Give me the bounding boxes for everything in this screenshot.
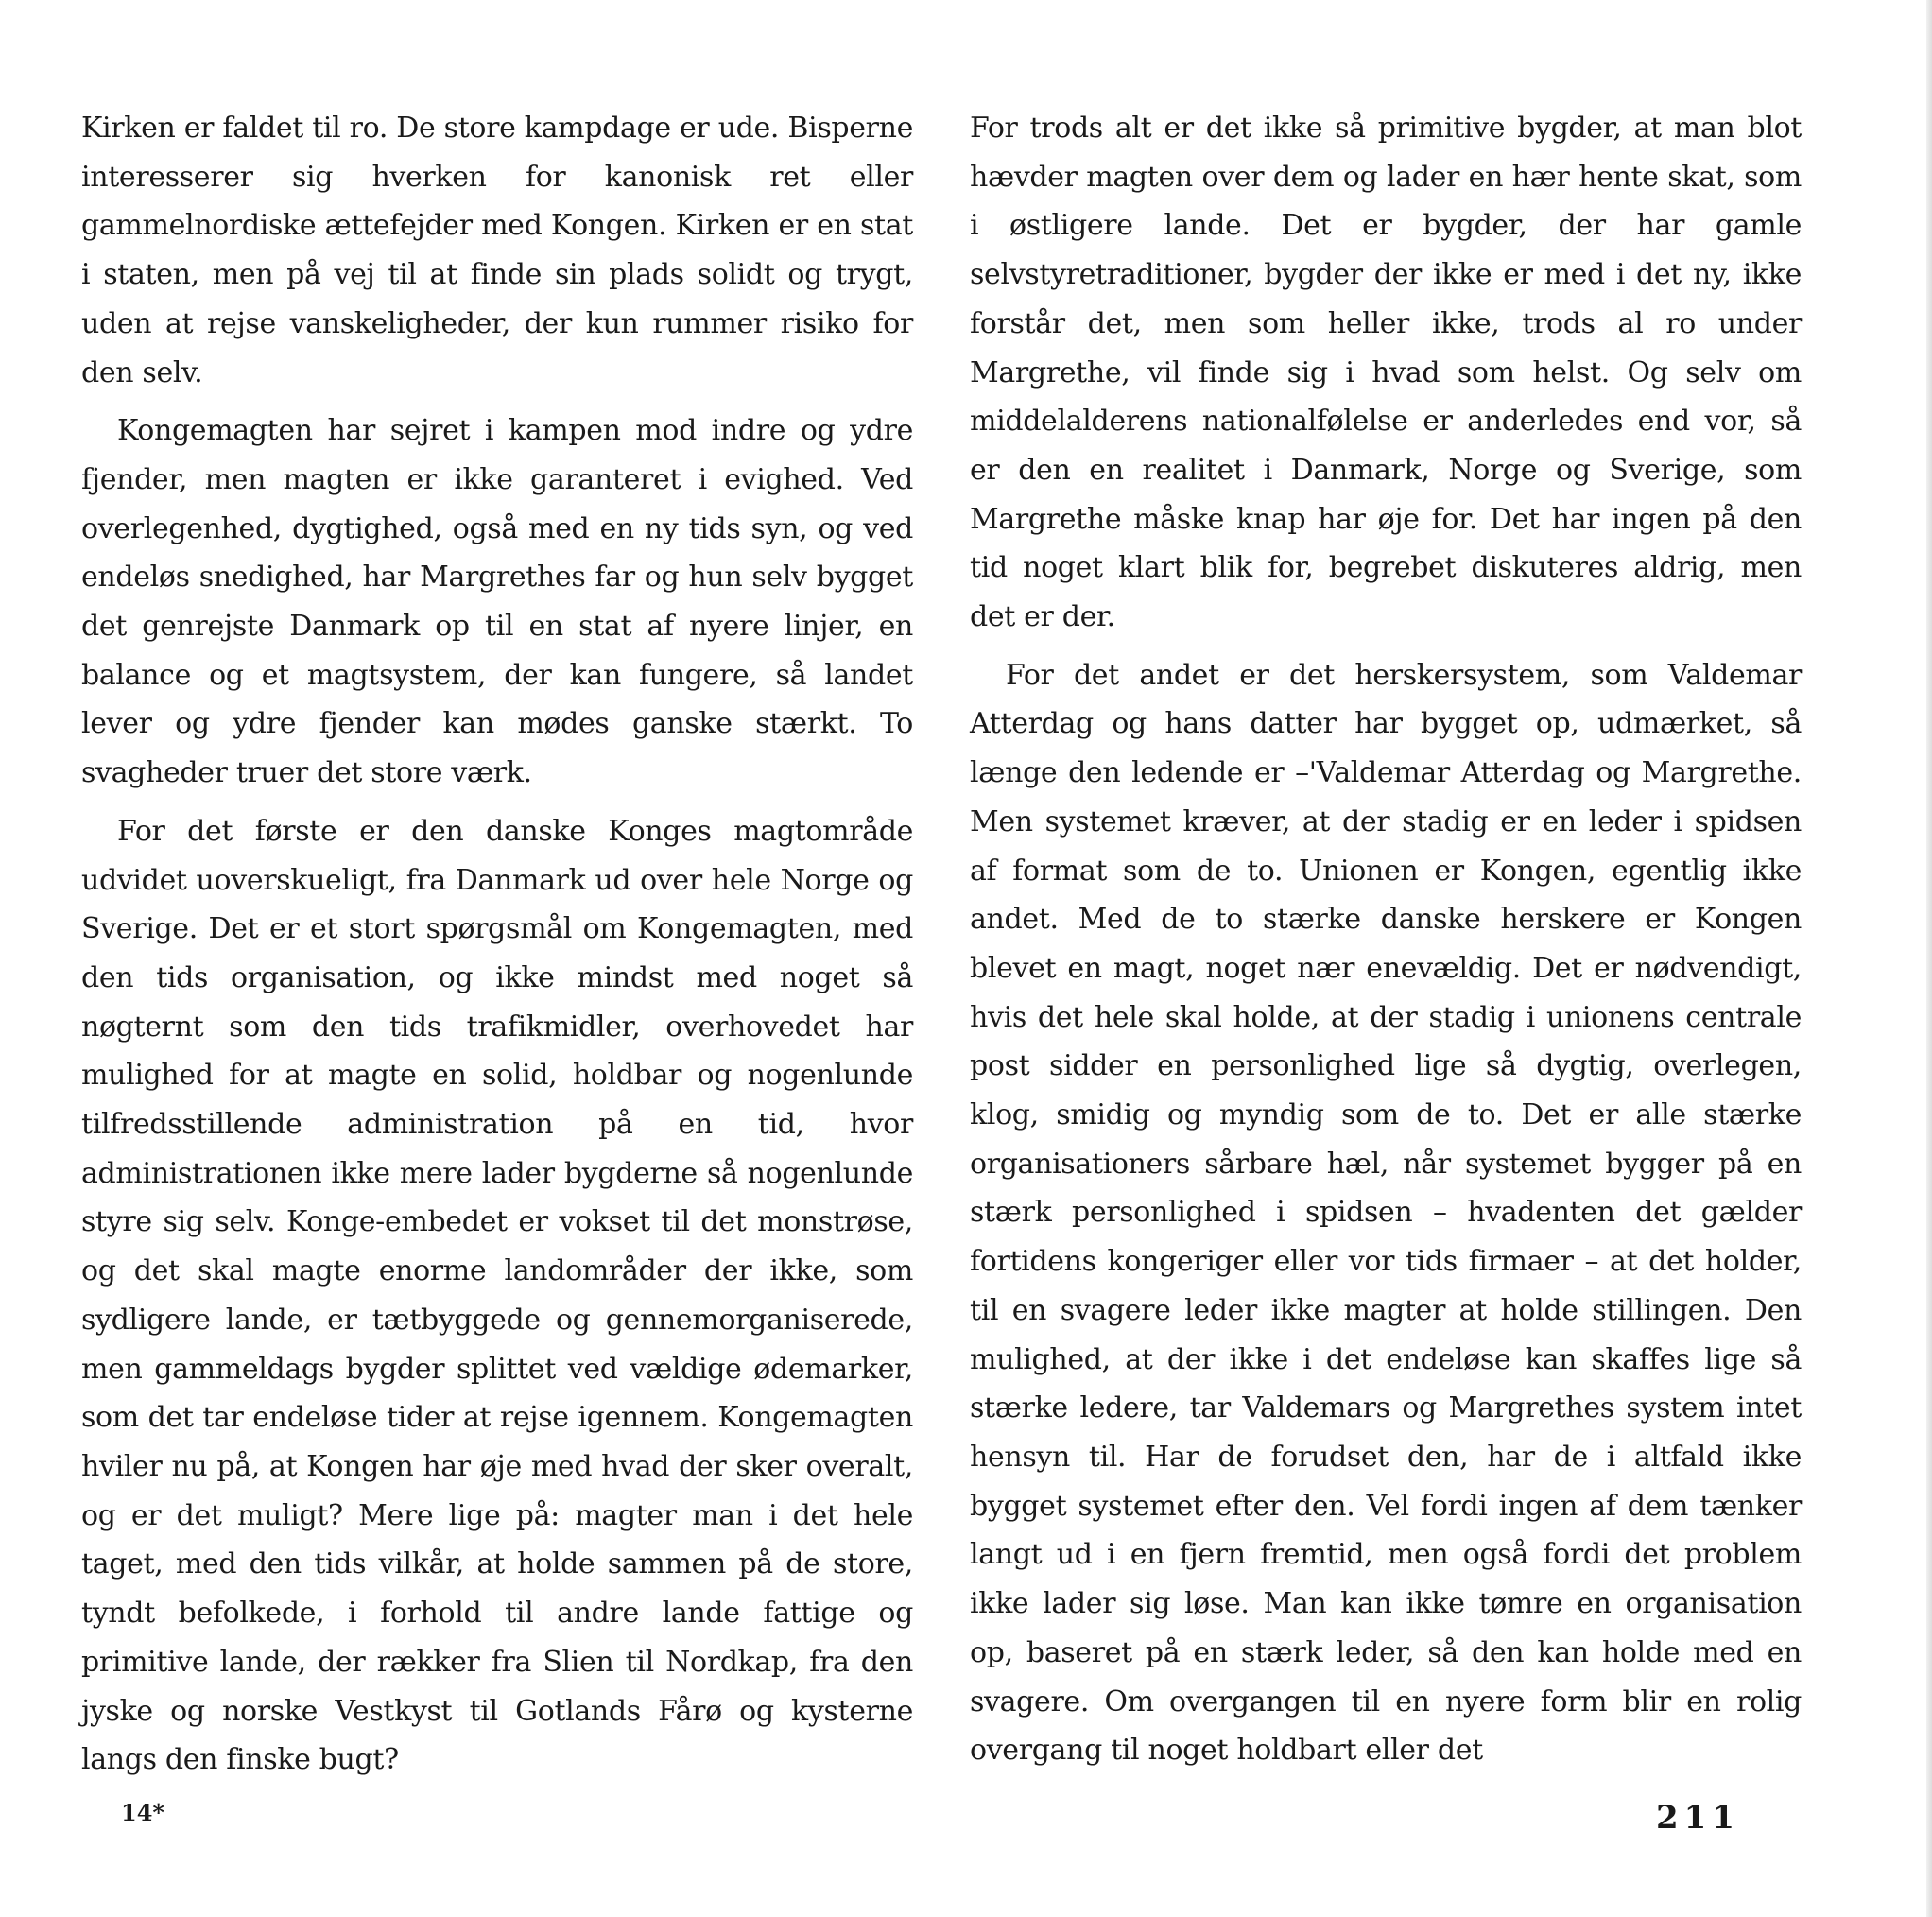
paragraph: For det første er den danske Konges magtområde udvidet uoverskueligt, fra Danmark ud over hele Norge og Sverige. Det er et stort spørgsmål om Kongemagten, med den tids organisation, og ikke mindst med noget så nøgternt som den tids trafikmidler, overhovedet har mulighed for at magte en solid, holdbar og nogenlunde tilfredsstillende administration på en tid, hvor administrationen ikke mere lader bygderne så nogenlunde styre sig selv. Konge-embedet er vokset til det monstrøse, og det skal magte enorme landområder der ikke, som sydligere lande, er tætbyggede og gennemorganiserede, men gammeldags bygder splittet ved vældige ødemarker, som det tar endeløse tider at rejse igennem. Kongemagten hviler nu på, at Kongen har øje med hvad der sker overalt, og er det muligt? Mere lige på: magter man i det hele taget, med den tids vilkår, at holde sammen på de store, tyndt befolkede, i forhold til andre lande fattige og primitive lande, der rækker fra Slien til Nordkap, fra den jyske og norske Vestkyst til Gotlands Fårø og kysterne langs den finske bugt? — [81, 814, 913, 1777]
left-text-column — [81, 104, 913, 1785]
right-text-column — [970, 104, 1802, 1775]
paragraph: For det andet er det herskersystem, som Valdemar Atterdag og hans datter har bygget op, udmærket, så længe den ledende er –'Valdemar Atterdag og Margrethe. Men systemet kræver, at der stadig er en leder i spidsen af format som de to. Unionen er Kongen, egentlig ikke andet. Med de to stærke danske herskere er Kongen blevet en magt, noget nær enevældig. Det er nødvendigt, hvis det hele skal holde, at der stadig i unionens centrale post sidder en personlighed lige så dygtig, overlegen, klog, smidig og myndig som de to. Det er alle stærke organisationers sårbare hæl, når systemet bygger på en stærk personlighed i spidsen – hvadenten det gælder fortidens kongeriger eller vor tids firmaer – at det holder, til en svagere leder ikke magter at holde stillingen. Den mulighed, at der ikke i det endeløse kan skaffes lige så stærke ledere, tar Valdemars og Margrethes system intet hensyn til. Har de forudset den, har de i altfald ikke bygget systemet efter den. Vel fordi ingen af dem tænker langt ud i en fjern fremtid, men også fordi det problem ikke lader sig løse. Man kan ikke tømre en organisation op, baseret på en stærk leder, så den kan holde med en svagere. Om overgangen til en nyere form blir en rolig overgang til noget holdbart eller det — [970, 658, 1802, 1768]
signature-mark: 14* — [121, 1799, 164, 1826]
page-edge-shadow — [1926, 0, 1932, 1917]
page-number: 211 — [1656, 1799, 1740, 1837]
paragraph: Kongemagten har sejret i kampen mod indre og ydre fjender, men magten er ikke garanteret i evighed. Ved overlegenhed, dygtighed, også med en ny tids syn, og ved endeløs snedighed, har Margrethes far og hun selv bygget det genrejste Danmark op til en stat af nyere linjer, en balance og et magtsystem, der kan fungere, så landet lever og ydre fjender kan mødes ganske stærkt. To svagheder truer det store værk. — [81, 414, 913, 790]
paragraph: Kirken er faldet til ro. De store kampdage er ude. Bisperne interesserer sig hverken for kanonisk ret eller gammelnordiske ættefejder med Kongen. Kirken er en stat i staten, men på vej til at finde sin plads solidt og trygt, uden at rejse vanskeligheder, der kun rummer risiko for den selv. — [81, 112, 913, 389]
paragraph: For trods alt er det ikke så primitive bygder, at man blot hævder magten over dem og lader en hær hente skat, som i østligere lande. Det er bygder, der har gamle selvstyretraditioner, bygder der ikke er med i det ny, ikke forstår det, men som heller ikke, trods al ro under Margrethe, vil finde sig i hvad som helst. Og selv om middelalderens nationalfølelse er anderledes end vor, så er den en realitet i Danmark, Norge og Sverige, som Margrethe måske knap har øje for. Det har ingen på den tid noget klart blik for, begrebet diskuteres aldrig, men det er der. — [970, 112, 1802, 634]
